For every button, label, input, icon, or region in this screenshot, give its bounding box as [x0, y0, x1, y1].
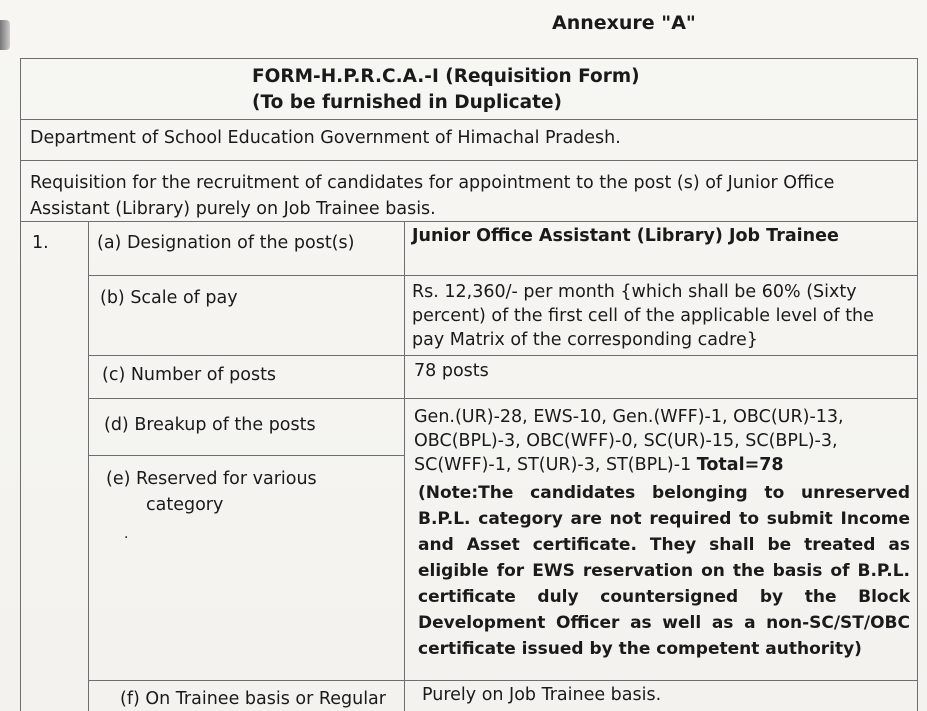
value-scale-line1: Rs. 12,360/- per month {which shall be 60% (Sixty: [412, 282, 857, 302]
label-reserved-line1: (e) Reserved for various: [106, 469, 317, 489]
column-divider-number: [88, 221, 89, 711]
form-subtitle: (To be furnished in Duplicate): [252, 92, 562, 113]
divider-row-e: [88, 680, 918, 681]
value-trainee-basis: Purely on Job Trainee basis.: [422, 685, 662, 705]
reservation-note: (Note:The candidates belonging to unreserved B.P.L. category are not required to submit Income and Asset certificate. They shall be treated as eligible for EWS reservation on the basis of B.P.L. certificate duly countersigned by the Block Development Officer as well as a non-SC/ST/OBC certificate issued by the competent authority): [418, 483, 910, 659]
stray-mark: ·: [124, 530, 129, 546]
divider-row-d: [88, 455, 404, 456]
column-divider-value: [404, 221, 405, 711]
divider-title: [20, 119, 918, 120]
value-scale-line3: pay Matrix of the corresponding cadre}: [412, 330, 758, 350]
binder-clip: [0, 20, 10, 50]
label-trainee-or-regular: (f) On Trainee basis or Regular: [120, 689, 386, 709]
divider-row-a: [88, 275, 918, 276]
department-text: Department of School Education Government of Himachal Pradesh.: [30, 128, 621, 148]
divider-row-b: [88, 355, 918, 356]
annexure-heading: Annexure "A": [552, 12, 696, 34]
label-designation: (a) Designation of the post(s): [97, 233, 355, 253]
breakup-total: Total=78: [696, 455, 784, 475]
value-breakup-line3: SC(WFF)-1, ST(UR)-3, ST(BPL)-1 Total=78: [414, 455, 784, 475]
value-breakup-line2: OBC(BPL)-3, OBC(WFF)-0, SC(UR)-15, SC(BPL)-3,: [414, 431, 838, 451]
value-number-of-posts: 78 posts: [414, 361, 489, 381]
label-breakup: (d) Breakup of the posts: [104, 415, 316, 435]
label-scale-of-pay: (b) Scale of pay: [100, 288, 238, 308]
requisition-text-line2: Assistant (Library) purely on Job Trainee basis.: [30, 199, 436, 219]
item-number: 1.: [32, 233, 49, 253]
requisition-text-line1: Requisition for the recruitment of candidates for appointment to the post (s) of Junior Office: [30, 173, 835, 193]
table-left-border: [20, 58, 21, 711]
value-scale-line2: percent) of the first cell of the applicable level of the: [412, 306, 874, 326]
value-breakup-line1: Gen.(UR)-28, EWS-10, Gen.(WFF)-1, OBC(UR)-13,: [414, 407, 844, 427]
divider-department: [20, 160, 918, 161]
label-reserved-line2: category: [146, 495, 224, 515]
divider-requisition: [20, 221, 918, 222]
table-top-border: [20, 58, 918, 59]
value-designation: Junior Office Assistant (Library) Job Trainee: [412, 226, 839, 246]
divider-row-c: [88, 398, 918, 399]
form-title: FORM-H.P.R.C.A.-I (Requisition Form): [252, 66, 640, 87]
table-right-border: [917, 58, 918, 711]
label-number-of-posts: (c) Number of posts: [102, 365, 277, 385]
